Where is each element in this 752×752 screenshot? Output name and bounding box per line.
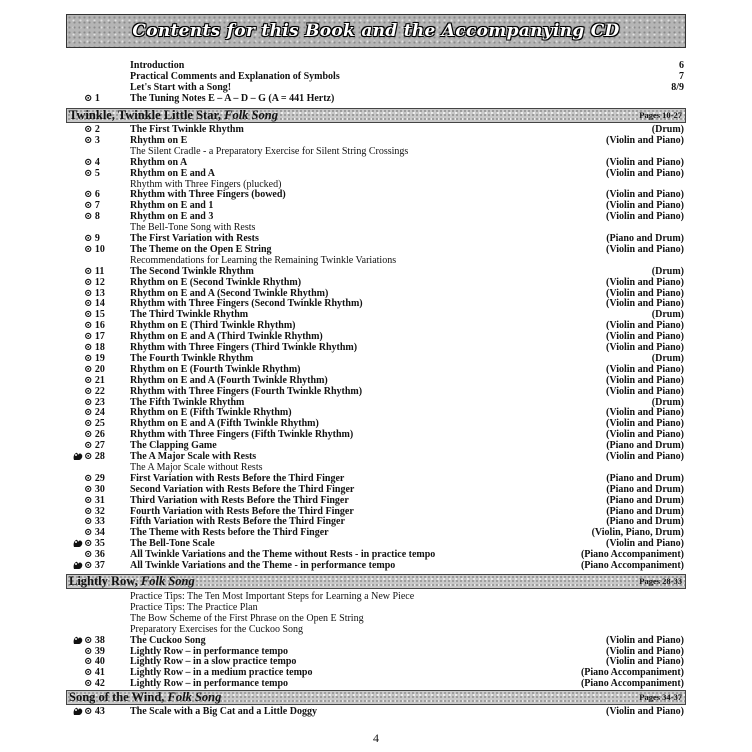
entry-title: The Bell-Tone Song with Rests [130,222,256,234]
hand-signal-icon [73,452,83,461]
track-number: ⊙ 42 [84,678,105,690]
track-row [0,135,752,146]
entry-title: All Twinkle Variations and the Theme without Rests - in practice tempo [130,549,436,561]
track-row [0,277,752,288]
track-number: ⊙ 1 [84,93,100,104]
instrumentation: (Violin and Piano) [606,134,684,146]
track-row [0,473,752,484]
track-row [0,407,752,418]
track-number: ⊙ 34 [84,527,105,539]
entry-title: The Scale with a Big Cat and a Little Doggy [130,706,317,717]
track-row [0,200,752,211]
entry-title: Rhythm with Three Fingers (Third Twinkle Rhythm) [130,342,358,353]
entry-title: Rhythm on E (Fifth Twinkle Rhythm) [130,407,292,419]
track-row [0,168,752,179]
intro-row [0,93,752,104]
entry-title: Fourth Variation with Rests Before the Third Finger [130,505,354,517]
entry-title: Practice Tips: The Practice Plan [130,601,258,613]
instrumentation: (Violin and Piano) [606,167,684,179]
instrumentation: (Piano and Drum) [606,516,684,528]
contents-banner [66,14,686,48]
section-pages: Pages 28-33 [639,576,682,586]
entry-title: Rhythm on E and A (Fourth Twinkle Rhythm) [130,374,328,386]
entry-title: The Fifth Twinkle Rhythm [130,396,245,408]
instrumentation: (Violin and Piano) [606,211,684,223]
track-row [0,179,752,190]
page-number: 4 [373,731,379,745]
instrumentation: (Violin and Piano) [606,374,684,386]
page-ref: 6 [679,60,684,71]
entry-title: The Bell-Tone Scale [130,538,215,550]
track-row [0,244,752,255]
instrumentation: (Violin and Piano) [606,243,684,255]
track-number: ⊙ 12 [84,276,105,288]
entry-title: All Twinkle Variations and the Theme - in performance tempo [130,560,396,571]
entry-title: The Cuckoo Song [130,634,206,646]
track-row [0,538,752,549]
intro-row [0,71,752,82]
section-pages: Pages 34-37 [639,692,682,702]
instrumentation: (Piano Accompaniment) [580,678,684,690]
track-row [0,222,752,233]
section-header [66,108,686,123]
entry-title: The Bow Scheme of the First Phrase on the Open E String [130,612,364,624]
section-title: Song of the Wind, Folk Song [69,690,222,704]
instrumentation: (Drum) [651,352,684,364]
track-row [0,635,752,646]
track-number: ⊙ 8 [84,211,100,223]
track-row [0,288,752,299]
entry-title: Practical Comments and Explanation of Symbols [130,71,340,82]
track-row [0,495,752,506]
track-number: ⊙ 4 [84,156,100,168]
entry-title: Rhythm with Three Fingers (bowed) [130,189,286,201]
instrumentation: (Violin, Piano, Drum) [591,527,684,539]
instrumentation: (Piano and Drum) [606,233,684,244]
entry-title: Rhythm on E and A (Fifth Twinkle Rhythm) [130,418,319,430]
track-row [0,353,752,364]
entry-title: Lightly Row – in performance tempo [130,678,289,690]
track-row [0,624,752,635]
track-number: ⊙ 22 [84,385,105,397]
hand-signal-icon [73,636,83,645]
banner-title: Contents for this Book and the Accompanying CD [132,21,620,41]
instrumentation: (Violin and Piano) [606,429,684,441]
entry-title: Rhythm on A [130,156,188,168]
track-number: ⊙ 36 [84,549,105,561]
track-number: ⊙ 32 [84,505,105,517]
track-row [0,549,752,560]
instrumentation: (Piano Accompaniment) [580,667,684,679]
instrumentation: (Violin and Piano) [606,634,684,646]
track-row [0,146,752,157]
track-row [0,320,752,331]
track-row [0,266,752,277]
track-row [0,397,752,408]
entry-title: Rhythm on E and A (Third Twinkle Rhythm) [130,331,323,343]
track-number: ⊙ 2 [84,124,100,135]
instrumentation: (Drum) [651,396,684,408]
section-header [66,690,686,705]
instrumentation: (Piano Accompaniment) [580,560,684,571]
track-number: ⊙ 23 [84,396,105,408]
track-number: ⊙ 43 [84,706,105,717]
entry-title: The Fourth Twinkle Rhythm [130,352,254,364]
track-number: ⊙ 33 [84,516,105,528]
section-pages: Pages 10-27 [639,110,682,120]
instrumentation: (Piano and Drum) [606,494,684,506]
instrumentation: (Violin and Piano) [606,200,684,212]
entry-title: The A Major Scale with Rests [130,451,257,462]
entry-title: Rhythm on E and A (Second Twinkle Rhythm) [130,287,329,299]
entry-title: Rhythm with Three Fingers (Fourth Twinkle Rhythm) [130,385,363,397]
track-number: ⊙ 5 [84,167,100,179]
entry-title: The First Twinkle Rhythm [130,124,244,135]
track-row [0,440,752,451]
hand-signal-icon [73,707,83,716]
track-row [0,678,752,689]
entry-title: The Clapping Game [130,440,217,452]
instrumentation: (Violin and Piano) [606,656,684,668]
track-number: ⊙ 41 [84,667,105,679]
track-row [0,331,752,342]
entry-title: Third Variation with Rests Before the Third Finger [130,494,349,506]
track-row [0,255,752,266]
track-number: ⊙ 38 [84,634,105,646]
instrumentation: (Violin and Piano) [606,331,684,343]
instrumentation: (Piano and Drum) [606,483,684,495]
track-row [0,646,752,657]
instrumentation: (Violin and Piano) [606,363,684,375]
instrumentation: (Violin and Piano) [606,189,684,201]
entry-title: Rhythm on E [130,134,188,146]
entry-title: Second Variation with Rests Before the Third Finger [130,483,355,495]
entry-title: The A Major Scale without Rests [130,461,263,473]
track-row [0,418,752,429]
track-number: ⊙ 15 [84,309,105,321]
track-number: ⊙ 9 [84,233,100,244]
instrumentation: (Drum) [651,124,684,135]
track-row [0,124,752,135]
track-number: ⊙ 3 [84,134,100,146]
instrumentation: (Drum) [651,265,684,277]
page-ref: 8/9 [671,82,684,93]
entry-title: Lightly Row – in a slow practice tempo [130,656,297,668]
entry-title: Lightly Row – in performance tempo [130,645,289,657]
track-number: ⊙ 21 [84,374,105,386]
hand-signal-icon [73,561,83,570]
track-number: ⊙ 7 [84,200,100,212]
instrumentation: (Violin and Piano) [606,451,684,462]
track-row [0,189,752,200]
track-number: ⊙ 6 [84,189,100,201]
hand-signal-icon [73,539,83,548]
intro-row [0,60,752,71]
entry-title: Rhythm on E and 1 [130,200,214,212]
track-row [0,613,752,624]
track-row [0,462,752,473]
track-number: ⊙ 11 [84,265,105,277]
instrumentation: (Violin and Piano) [606,156,684,168]
section-title: Lightly Row, Folk Song [69,574,195,588]
section-header [66,574,686,589]
track-row [0,667,752,678]
entry-title: The First Variation with Rests [130,233,259,244]
track-number: ⊙ 29 [84,472,105,484]
instrumentation: (Violin and Piano) [606,706,684,717]
instrumentation: (Violin and Piano) [606,538,684,550]
track-row [0,386,752,397]
track-number: ⊙ 16 [84,320,105,332]
track-number: ⊙ 13 [84,287,105,299]
track-row [0,516,752,527]
track-number: ⊙ 39 [84,645,105,657]
track-row [0,342,752,353]
track-row [0,451,752,462]
entry-title: The Theme on the Open E String [130,243,272,255]
entry-title: The Third Twinkle Rhythm [130,309,249,321]
track-number: ⊙ 10 [84,243,105,255]
track-row [0,157,752,168]
entry-title: First Variation with Rests Before the Third Finger [130,472,345,484]
entry-title: The Theme with Rests before the Third Finger [130,527,329,539]
instrumentation: (Piano Accompaniment) [580,549,684,561]
entry-title: Fifth Variation with Rests Before the Third Finger [130,516,345,528]
track-number: ⊙ 25 [84,418,105,430]
instrumentation: (Violin and Piano) [606,385,684,397]
track-row [0,364,752,375]
track-row [0,506,752,517]
entry-title: The Second Twinkle Rhythm [130,265,254,277]
track-row [0,591,752,602]
entry-title: Rhythm on E and 3 [130,211,214,223]
track-row [0,484,752,495]
track-row [0,706,752,717]
instrumentation: (Violin and Piano) [606,342,684,353]
entry-title: Rhythm with Three Fingers (plucked) [130,178,282,190]
track-number: ⊙ 18 [84,342,105,353]
entry-title: Introduction [130,60,185,71]
track-row [0,298,752,309]
track-row [0,527,752,538]
entry-title: Rhythm on E (Second Twinkle Rhythm) [130,276,302,288]
track-row [0,375,752,386]
entry-title: Lightly Row – in a medium practice tempo [130,667,313,679]
track-number: ⊙ 19 [84,352,105,364]
track-number: ⊙ 17 [84,331,105,343]
instrumentation: (Violin and Piano) [606,276,684,288]
entry-title: Rhythm on E (Third Twinkle Rhythm) [130,320,296,332]
track-row [0,211,752,222]
entry-title: Rhythm with Three Fingers (Second Twinkle Rhythm) [130,298,363,310]
entry-title: Let's Start with a Song! [130,82,232,93]
entry-title: Preparatory Exercises for the Cuckoo Song [130,623,304,635]
section-title: Twinkle, Twinkle Little Star, Folk Song [69,108,278,122]
instrumentation: (Piano and Drum) [606,440,684,452]
track-row [0,602,752,613]
instrumentation: (Violin and Piano) [606,418,684,430]
instrumentation: (Piano and Drum) [606,505,684,517]
track-row [0,560,752,571]
track-row [0,429,752,440]
track-number: ⊙ 37 [84,560,105,571]
track-number: ⊙ 26 [84,429,105,441]
instrumentation: (Violin and Piano) [606,407,684,419]
track-number: ⊙ 24 [84,407,105,419]
track-row [0,656,752,667]
track-row [0,233,752,244]
track-number: ⊙ 27 [84,440,105,452]
instrumentation: (Drum) [651,309,684,321]
instrumentation: (Violin and Piano) [606,298,684,310]
intro-row [0,82,752,93]
entry-title: The Silent Cradle - a Preparatory Exercise for Silent String Crossings [130,145,409,157]
track-number: ⊙ 35 [84,538,105,550]
track-number: ⊙ 31 [84,494,105,506]
track-number: ⊙ 20 [84,363,105,375]
track-number: ⊙ 40 [84,656,105,668]
page-ref: 7 [679,71,684,82]
instrumentation: (Violin and Piano) [606,645,684,657]
entry-title: Rhythm with Three Fingers (Fifth Twinkle Rhythm) [130,429,354,441]
entry-title: Practice Tips: The Ten Most Important Steps for Learning a New Piece [130,591,415,602]
entry-title: Rhythm on E and A [130,167,216,179]
entry-title: Recommendations for Learning the Remaining Twinkle Variations [130,254,397,266]
instrumentation: (Violin and Piano) [606,287,684,299]
track-number: ⊙ 30 [84,483,105,495]
track-number: ⊙ 14 [84,298,105,310]
instrumentation: (Piano and Drum) [606,472,684,484]
instrumentation: (Violin and Piano) [606,320,684,332]
entry-title: The Tuning Notes E – A – D – G (A = 441 Hertz) [130,93,335,104]
entry-title: Rhythm on E (Fourth Twinkle Rhythm) [130,363,301,375]
track-number: ⊙ 28 [84,451,105,462]
track-row [0,309,752,320]
